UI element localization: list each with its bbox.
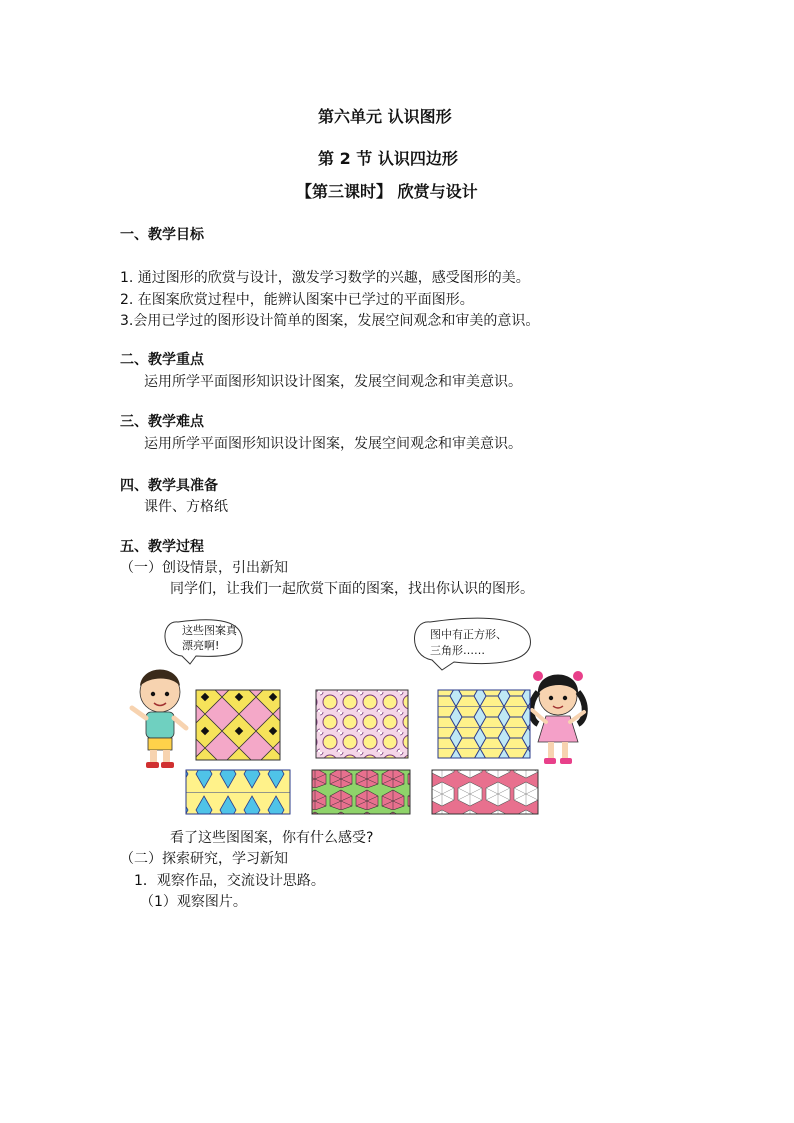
bubble-right-line1: 图中有正方形、 bbox=[430, 628, 507, 641]
after-figure-question: 看了这些图图案，你有什么感受? bbox=[170, 830, 374, 846]
pattern-pink-hexagon bbox=[432, 770, 538, 814]
goal-item: 2. 在图案欣赏过程中，能辨认图案中已学过的平面图形。 bbox=[120, 292, 474, 308]
bubble-right-line2: 三角形…… bbox=[430, 644, 485, 657]
pattern-green-hexagon bbox=[312, 770, 410, 814]
section-heading-key-points: 二、教学重点 bbox=[120, 352, 204, 368]
pattern-circle-tiles bbox=[316, 690, 408, 758]
materials-text: 课件、方格纸 bbox=[144, 499, 228, 515]
section-heading-materials: 四、教学具准备 bbox=[120, 478, 218, 494]
process-sub-item: （1）观察图片。 bbox=[140, 894, 247, 910]
bubble-left-line2: 漂亮啊! bbox=[182, 639, 220, 652]
bubble-left-line1: 这些图案真 bbox=[182, 624, 237, 637]
speech-bubble-left bbox=[165, 620, 242, 664]
pattern-rhombus-strip bbox=[186, 770, 290, 814]
speech-bubble-right bbox=[415, 618, 531, 670]
girl-character bbox=[531, 671, 585, 764]
key-points-text: 运用所学平面图形知识设计图案，发展空间观念和审美意识。 bbox=[144, 374, 522, 390]
section-title: 第 2 节 认识四边形 bbox=[318, 149, 458, 168]
section-heading-process: 五、教学过程 bbox=[120, 539, 204, 555]
patterns-illustration bbox=[120, 612, 600, 822]
unit-title: 第六单元 认识图形 bbox=[318, 107, 452, 126]
difficulties-text: 运用所学平面图形知识设计图案，发展空间观念和审美意识。 bbox=[144, 436, 522, 452]
section-heading-difficulties: 三、教学难点 bbox=[120, 414, 204, 430]
boy-character bbox=[132, 670, 186, 769]
process-step-heading: （二）探索研究，学习新知 bbox=[120, 851, 288, 867]
goal-item: 3.会用已学过的图形设计简单的图案，发展空间观念和审美的意识。 bbox=[120, 313, 540, 329]
process-step-text: 同学们，让我们一起欣赏下面的图案，找出你认识的图形。 bbox=[170, 581, 534, 597]
lesson-title: 【第三课时】 欣赏与设计 bbox=[296, 182, 478, 201]
process-list-item: 1．观察作品，交流设计思路。 bbox=[134, 873, 325, 889]
section-heading-goals: 一、教学目标 bbox=[120, 227, 204, 243]
pattern-hexagon-triangle bbox=[438, 690, 530, 758]
goal-item: 1. 通过图形的欣赏与设计，激发学习数学的兴趣，感受图形的美。 bbox=[120, 270, 530, 286]
process-step-heading: （一）创设情景，引出新知 bbox=[120, 560, 288, 576]
pattern-square-diamond bbox=[196, 690, 280, 760]
